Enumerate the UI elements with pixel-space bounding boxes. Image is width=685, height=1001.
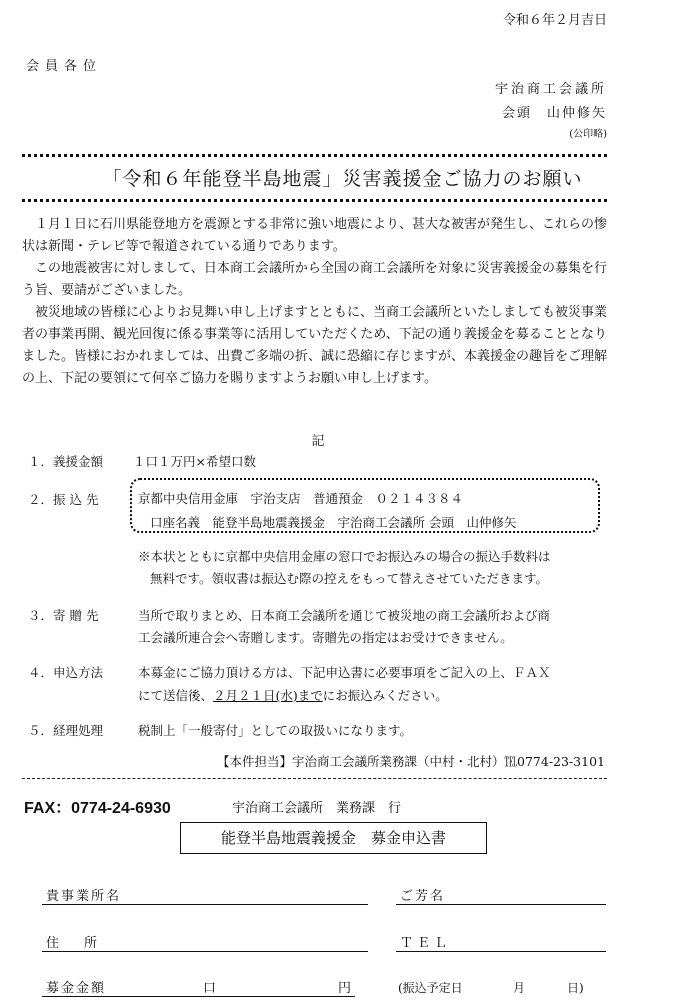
item-transfer-label: ２．振 込 先 [28, 492, 99, 507]
bank-holder-line: 口座名義 能登半島地震義援金 宇治商工会議所 会頭 山仲修矢 [150, 515, 517, 530]
contact-info: 【本件担当】宇治商工会議所業務課（中村・北村）℡0774-23-3101 [217, 754, 605, 769]
method-line-2-pre: にて送信後、 [138, 688, 214, 703]
sender-president: 会頭 山仲修矢 [501, 106, 607, 121]
transfer-note-2: 無料です。領収書は振込む際の控えをもって替えさせていただきます。 [150, 571, 549, 586]
item-accounting-label: ５．経理処理 [28, 723, 104, 738]
ki-heading: 記 [311, 434, 325, 449]
person-name-field[interactable] [396, 904, 606, 905]
bank-account-line: 京都中央信用金庫 宇治支店 普通預金 ０２１４３８４ [138, 491, 464, 506]
method-line-1: 本募金にご協力頂ける方は、下記申込書に必要事項をご記入の上、ＦＡＸ [138, 665, 551, 680]
company-name-field[interactable] [42, 904, 368, 905]
donation-line-2: 工会議所連合会へ寄贈します。寄贈先の指定はお受けできません。 [138, 630, 513, 645]
body-text [22, 214, 607, 390]
item-amount-label: １．義援金額 [28, 454, 104, 469]
paragraph-2: この地震被害に対しまして、日本商工会議所から全国の商工会議所を対象に災害義援金の募集を行う旨、要請がございました。 [22, 261, 607, 298]
amount-field[interactable] [42, 996, 355, 997]
transfer-note-1: ※本状とともに京都中央信用金庫の窓口でお振込みの場合の振込手数料は [138, 549, 551, 564]
paragraph-3: 被災地域の皆様に心よりお見舞い申し上げますとともに、当商工会議所といたしましても被災事業者の事業再開、観光回復に係る事業等に活用していただくため、下記の通り義援金を募ることとなりました。皆様におかれましては、出費ご多端の折、誠に恐縮に存じますが、本義援金の趣旨をご理解の上、下記の要領にて何卒ご協力を賜りますようお願い申し上げます。 [22, 305, 608, 386]
form-title: 能登半島地震義援金 募金申込書 [180, 822, 487, 854]
recipients: 会員各位 [26, 59, 103, 74]
deadline-date: ２月２１日(水)まで [213, 688, 323, 703]
units-label: 口 [203, 981, 219, 996]
tel-field[interactable] [396, 951, 606, 952]
accounting-value: 税制上「一般寄付」としての取扱いになります。 [138, 723, 413, 738]
document-title: 「令和６年能登半島地震」災害義援金ご協力のお願い [102, 168, 583, 190]
dotted-divider-top [22, 154, 607, 157]
tel-label: ＴＥＬ [400, 936, 452, 951]
address-label: 住 所 [46, 936, 104, 951]
fax-number: FAX：0774-24-6930 [24, 800, 171, 817]
day-label: 日) [567, 981, 584, 995]
item-donation-label: ３．寄 贈 先 [28, 608, 99, 623]
dotted-divider-bottom [22, 199, 607, 202]
form-destination: 宇治商工会議所 業務課 行 [232, 801, 402, 816]
yen-label: 円 [338, 981, 354, 996]
scheduled-date-label: (振込予定日 [398, 981, 463, 995]
company-name-label: 貴事業所名 [46, 889, 122, 904]
item-amount-value: １口１万円×希望口数 [133, 454, 256, 469]
method-line-2 [138, 686, 448, 704]
month-label: 月 [513, 981, 526, 995]
issue-date: 令和６年２月吉日 [502, 13, 607, 28]
address-field[interactable] [42, 951, 368, 952]
item-method-label: ４．申込方法 [28, 665, 104, 680]
sender-org: 宇治商工会議所 [494, 82, 607, 97]
seal-note: (公印略) [569, 129, 607, 140]
method-line-2-post: にお振込みください。 [322, 688, 448, 703]
amount-label: 募金金額 [46, 981, 107, 996]
cut-line [22, 778, 607, 779]
paragraph-1: １月１日に石川県能登地方を震源とする非常に強い地震により、甚大な被害が発生し、これらの惨状は新聞・テレビ等で報道されている通りであります。 [22, 217, 608, 254]
person-name-label: ご芳名 [400, 889, 446, 904]
sender-block [495, 78, 607, 126]
donation-line-1: 当所で取りまとめ、日本商工会議所を通じて被災地の商工会議所および商 [138, 608, 551, 623]
